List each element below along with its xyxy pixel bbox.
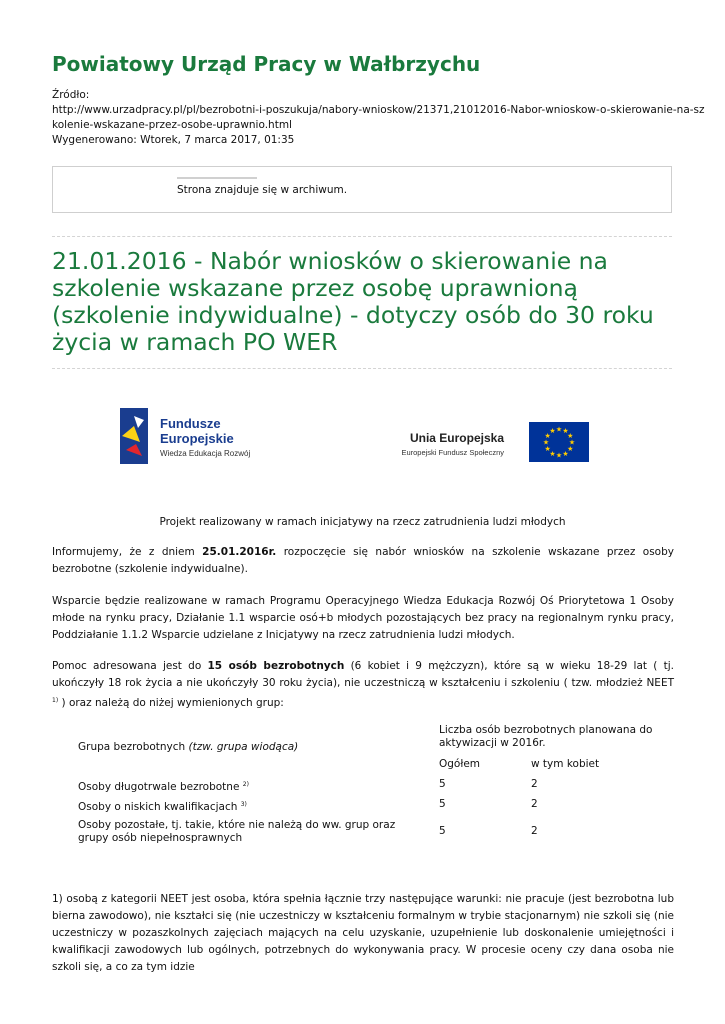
table-cell-total: 5 [439,825,446,837]
footnote-neet: 1) osobą z kategorii NEET jest osoba, która spełnia łącznie trzy następujące warunki: nie pracuje (jest bezrobotna lub bierna zawodowo), nie kształci się (nie uczestniczy w kształceniu formalnym w trybie stacjonarnym) nie szkoli się (nie uczestniczy w pozaszkolnych zajęciach mających na celu uzyskanie, uzupełnienie lub doskonalenie umiejętności i kwalifikacji zawodowych lub ogólnych, potrzebnych do wykonywania pracy. W procesie oceny czy dana osoba nie szkoli się, a co za tym idzie [52,893,674,973]
eu-star-icon: ★ [562,449,569,458]
org-title: Powiatowy Urząd Pracy w Wałbrzychu [52,52,481,76]
paragraph-target [52,658,674,712]
table-cell-women: 2 [531,825,538,837]
p1-text-end: rozpoczęcie się nabór wniosków na szkolenie wskazane przez osoby bezrobotne (szkolenie indywidualne). [52,546,674,575]
p1-date: 25.01.2016r. [202,546,277,558]
source-url-line1[interactable]: http://www.urzadpracy.pl/pl/bezrobotni-i-poszukuja/nabory-wnioskow/21371,21012016-Nabor-wnioskow-o-skierowanie-na-sz [52,104,705,116]
paragraph-program: Wsparcie będzie realizowane w ramach Programu Operacyjnego Wiedza Edukacja Rozwój Oś Priorytetowa 1 Osoby młode na rynku pracy, Działanie 1.1 wsparcie osó+b młodych pozostających bez pracy na regionalnym rynku pracy, Poddziałanie 1.1.2 Wsparcie udzielane z Inicjatywy na rzecz zatrudnienia ludzi młodych. [52,595,674,641]
archive-notice [52,166,672,213]
article-title-line4: życia w ramach PO WER [52,328,338,356]
eu-star-icon: ★ [567,445,574,453]
table-header-total: Ogółem [439,758,481,770]
eu-star-icon: ★ [549,427,556,436]
archive-bar [177,177,257,179]
project-line: Projekt realizowany w ramach inicjatywy na rzecz zatrudnienia ludzi młodych [159,516,566,528]
eu-star-icon: ★ [568,438,576,447]
eu-star-icon: ★ [562,427,569,436]
eu-star-icon: ★ [567,432,574,440]
eu-star-icon: ★ [544,432,551,440]
eu-star-icon: ★ [544,445,551,453]
article-title [52,248,677,356]
table-row-label [78,778,249,794]
row-2-footnote-ref: 3) [240,801,247,808]
archive-text: Strona znajduje się w archiwum. [177,184,348,196]
p3-text: Pomoc adresowana jest do [52,660,208,672]
eu-star-icon: ★ [555,451,563,460]
paragraph-intro [52,544,674,578]
p1-text: Informujemy, że z dniem [52,546,203,558]
fundusze-europejskie-logo [120,406,290,466]
ue-logo-line2: Europejski Fundusz Społeczny [401,448,504,457]
p3-count: 15 osób bezrobotnych [207,660,345,672]
table-row-label [78,798,247,814]
table-header-group [78,741,298,754]
table-cell-women: 2 [531,798,538,810]
table-header-group-italic: (tzw. grupa wiodąca) [188,741,299,753]
divider [52,368,672,369]
eu-star-icon: ★ [555,425,563,434]
source-label: Źródło: [52,89,90,101]
fe-logo-line1: Fundusze [160,416,221,431]
p3-text-end: ) oraz należą do niżej wymienionych grup: [58,697,284,709]
row-2-label: Osoby o niskich kwalifikacjach [78,801,241,813]
row-1-label: Osoby długotrwale bezrobotne [78,781,243,793]
fe-logo-line3: Wiedza Edukacja Rozwój [160,449,251,458]
article-title-line1: 21.01.2016 - Nabór wniosków o skierowanie na [52,247,608,275]
divider [52,236,672,237]
table-row-label: Osoby pozostałe, tj. takie, które nie należą do ww. grup oraz grupy osób niepełnosprawnych [78,819,396,844]
table-header-group-text: Grupa bezrobotnych [78,741,189,753]
p3-text-mid: (6 kobiet i 9 mężczyzn), które są w wieku 18-29 lat ( tj. ukończyły 18 rok życia a nie ukończyły 30 roku życia), nie uczestniczą w kształceniu i szkoleniu ( tzw. młodzież NEET [52,660,674,689]
unia-europejska-logo [392,420,592,468]
table-header-women: w tym kobiet [531,758,600,770]
generated-date: Wygenerowano: Wtorek, 7 marca 2017, 01:35 [52,134,295,146]
eu-star-icon: ★ [549,449,556,458]
article-title-line2: szkolenie wskazane przez osobę uprawnioną [52,274,578,302]
row-1-footnote-ref: 2) [242,781,249,788]
ue-logo-line1: Unia Europejska [409,431,504,445]
eu-star-icon: ★ [542,438,550,447]
p3-footnote-ref: 1) [52,697,59,704]
article-title-line3: (szkolenie indywidualne) - dotyczy osób do 30 roku [52,301,654,329]
source-meta [52,88,705,148]
table-cell-total: 5 [439,778,446,790]
table-cell-women: 2 [531,778,538,790]
source-url-line2[interactable]: kolenie-wskazane-przez-osobe-uprawnio.html [52,119,292,131]
table-cell-total: 5 [439,798,446,810]
fe-logo-line2: Europejskie [160,431,234,446]
table-header-count: Liczba osób bezrobotnych planowana do aktywizacji w 2016r. [439,724,653,749]
